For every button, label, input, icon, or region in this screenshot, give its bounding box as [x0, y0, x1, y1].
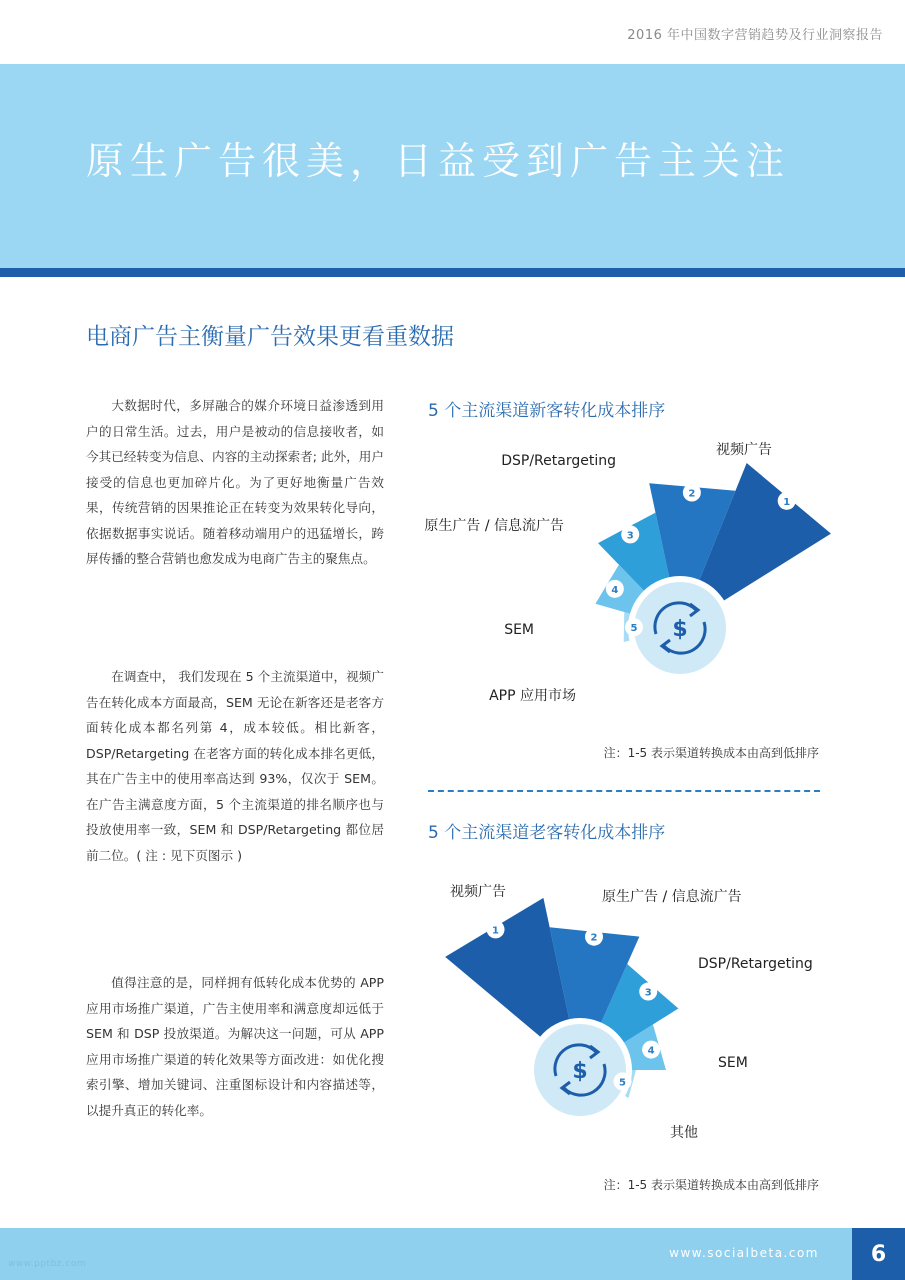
category-label-3: DSP/Retargeting — [698, 956, 813, 972]
chart-note-new-customers: 注：1-5 表示渠道转换成本由高到低排序 — [603, 746, 819, 760]
category-label-1: 视频广告 — [450, 884, 506, 900]
body-paragraph-3: 值得注意的是，同样拥有低转化成本优势的 APP 应用市场推广渠道，广告主使用率和满意度却远低于 SEM 和 DSP 投放渠道。为解决这一问题，可从 APP 应用市场推广渠道的转化效果等方面改进：如优化搜索引擎、增加关键词、注重图标设计和内容描述等，以提升真正的转化率。 — [86, 975, 384, 1118]
chart-title-new-customers: 5 个主流渠道新客转化成本排序 — [428, 401, 666, 421]
svg-text:1: 1 — [492, 925, 500, 937]
rank-badge-1 — [487, 920, 505, 938]
body-paragraph-1: 大数据时代，多屏融合的媒介环境日益渗透到用户的日常生活。过去，用户是被动的信息接收者，如今其已经转变为信息、内容的主动探索者; 此外，用户接受的信息也更加碎片化。为了更好地衡量广告效果，传统营销的因果推论正在转变为效果转化导向，依据数据事实说话。随着移动端用户的迅猛增长，跨屏传播的整合营销也愈发成为电商广告主的聚焦点。 — [86, 398, 384, 566]
rank-badge-2 — [585, 928, 603, 946]
footer-url: www.socialbeta.com — [669, 1246, 819, 1260]
chart-returning-customers — [400, 860, 905, 1170]
dollar-cycle-icon — [628, 576, 732, 680]
watermark: www.pptbz.com — [8, 1259, 87, 1269]
rank-badge-5 — [614, 1072, 632, 1090]
svg-text:2: 2 — [590, 932, 598, 944]
category-label-2: DSP/Retargeting — [501, 453, 616, 469]
svg-text:$: $ — [672, 617, 688, 642]
category-label-5: 其他 — [670, 1125, 698, 1141]
page-number: 6 — [852, 1228, 905, 1280]
category-label-2: 原生广告 / 信息流广告 — [602, 889, 742, 905]
section-heading: 电商广告主衡量广告效果更看重数据 — [86, 324, 454, 350]
chart-title-returning-customers: 5 个主流渠道老客转化成本排序 — [428, 823, 666, 843]
svg-text:5: 5 — [619, 1077, 626, 1089]
chart-new-customers — [400, 430, 905, 730]
chart-note-returning-customers: 注：1-5 表示渠道转换成本由高到低排序 — [603, 1178, 819, 1192]
dashed-divider — [428, 790, 820, 792]
banner-title: 原生广告很美，日益受到广告主关注 — [86, 139, 791, 183]
svg-text:2: 2 — [688, 488, 696, 500]
category-label-4: SEM — [504, 622, 534, 638]
svg-text:4: 4 — [611, 584, 619, 596]
category-label-1: 视频广告 — [716, 442, 772, 458]
svg-text:3: 3 — [644, 987, 652, 999]
rank-badge-3 — [639, 983, 657, 1001]
category-label-5: APP 应用市场 — [489, 688, 576, 704]
svg-text:$: $ — [572, 1059, 588, 1084]
svg-text:5: 5 — [630, 623, 638, 635]
category-label-3: 原生广告 / 信息流广告 — [424, 518, 564, 534]
category-label-4: SEM — [718, 1055, 748, 1071]
rank-badge-1 — [778, 492, 796, 510]
rank-badge-3 — [621, 525, 639, 543]
svg-text:3: 3 — [626, 530, 634, 542]
rank-badge-2 — [683, 484, 701, 502]
rank-badge-4 — [642, 1041, 660, 1059]
svg-text:1: 1 — [783, 496, 791, 508]
banner-stripe — [0, 268, 905, 277]
rank-badge-5 — [625, 618, 643, 636]
dollar-cycle-icon — [528, 1018, 632, 1122]
svg-text:4: 4 — [647, 1045, 655, 1057]
rank-badge-4 — [606, 580, 624, 598]
body-paragraph-2: 在调查中， 我们发现在 5 个主流渠道中，视频广告在转化成本方面最高，SEM 无论在新客还是老客方面转化成本都名列第 4，成本较低。相比新客，DSP/Retargeting 在老客方面的转化成本排名更低，其在广告主中的使用率高达到 93%，仅次于 SEM。在广告主满意度方面，5 个主流渠道的排名顺序也与投放使用率一致，SEM 和 DSP/Retargeting 都位居前二位。( 注 : 见下页图示 ) — [86, 669, 384, 863]
report-title: 2016 年中国数字营销趋势及行业洞察报告 — [627, 28, 883, 43]
